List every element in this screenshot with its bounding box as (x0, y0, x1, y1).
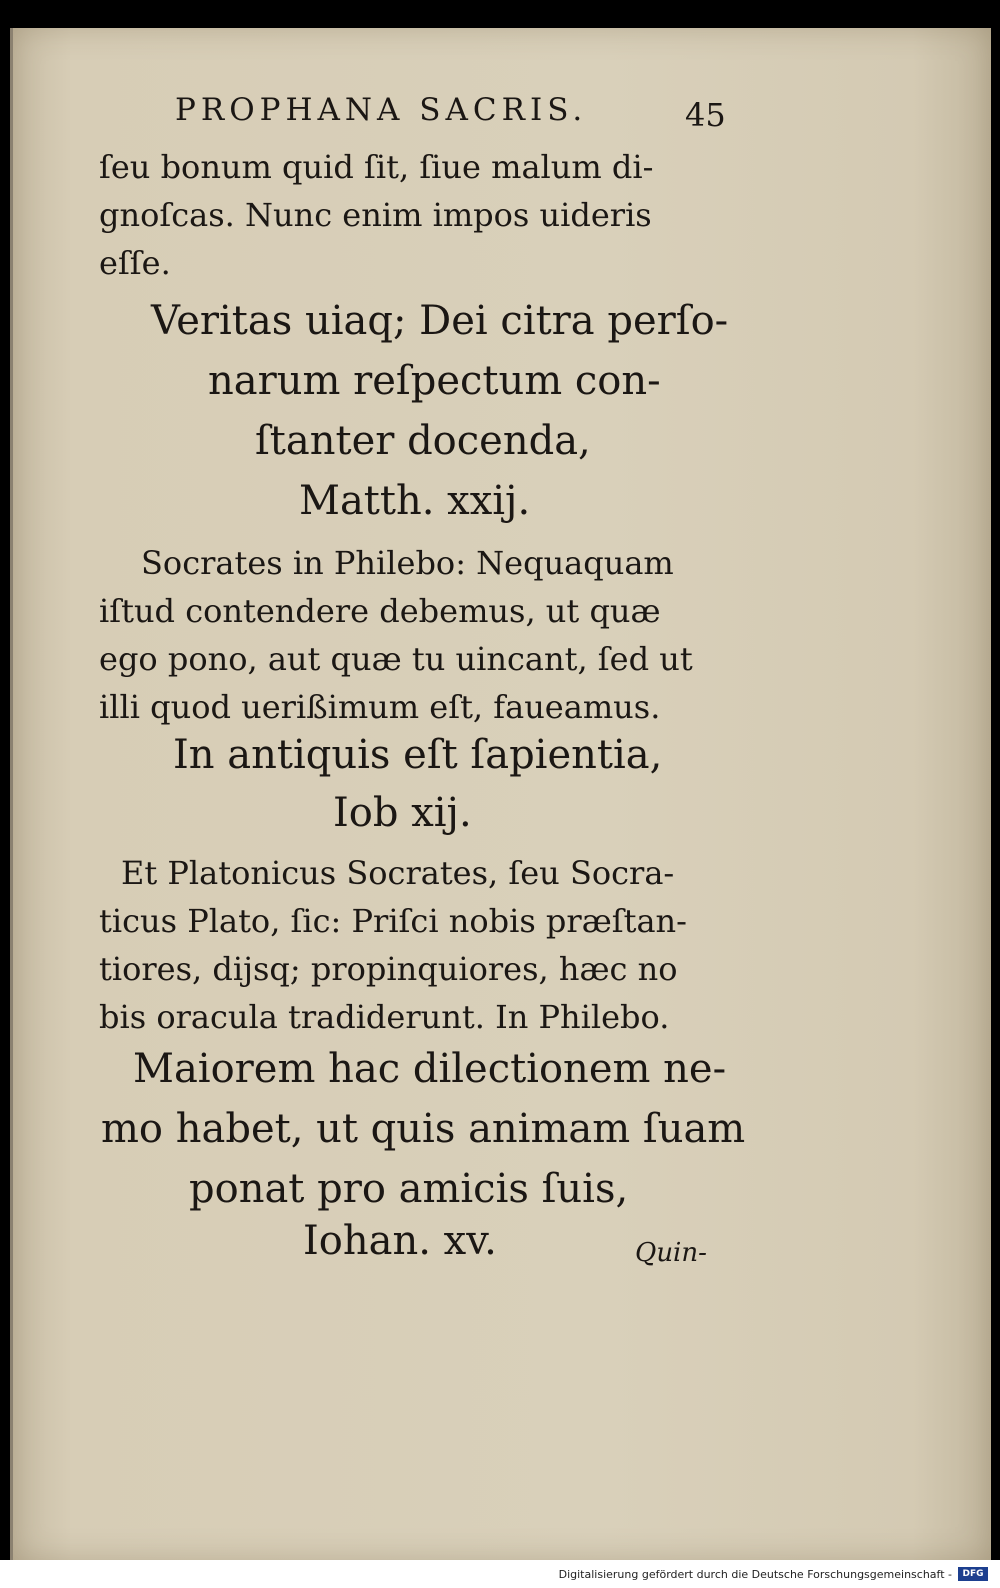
heading-line: narum reſpectum con- (208, 358, 661, 404)
text-line: bis oracula tradiderunt. In Philebo. (99, 998, 670, 1036)
running-header: PROPHANA SACRIS. (175, 92, 588, 128)
heading-line: Maiorem hac dilectionem ne- (133, 1046, 727, 1092)
heading-line: ſtanter docenda, (255, 418, 591, 464)
text-line: tiores, dijsq; propinquiores, hæc no (99, 950, 678, 988)
catchword: Quin- (635, 1238, 707, 1268)
book-page (10, 28, 991, 1560)
text-line: gnoſcas. Nunc enim impos uideris (99, 196, 652, 234)
digitization-footer (0, 1560, 1000, 1588)
text-line: Et Platonicus Socrates, ſeu Socra- (121, 854, 675, 892)
text-line: illi quod uerißimum eſt, faueamus. (99, 688, 661, 726)
text-line: iſtud contendere debemus, ut quæ (99, 592, 661, 630)
page-text (13, 28, 991, 1560)
heading-line: mo habet, ut quis animam ſuam (101, 1106, 746, 1152)
page-number: 45 (685, 96, 726, 134)
citation-line: Matth. xxij. (299, 478, 531, 524)
citation-line: Iohan. xv. (303, 1218, 497, 1264)
text-line: ticus Plato, ſic: Priſci nobis præſtan- (99, 902, 687, 940)
heading-line: In antiquis eſt ſapientia, (173, 732, 663, 778)
footer-credit: Digitalisierung gefördert durch die Deutsche Forschungsgemeinschaft - (558, 1568, 952, 1581)
text-line: eſſe. (99, 244, 171, 282)
dfg-logo: DFG (958, 1567, 988, 1581)
text-line: Socrates in Philebo: Nequaquam (141, 544, 674, 582)
heading-line: Veritas uiaq; Dei citra perſo- (151, 298, 729, 344)
text-line: ſeu bonum quid ſit, ſiue malum di- (99, 148, 654, 186)
citation-line: Iob xij. (333, 790, 472, 836)
text-line: ego pono, aut quæ tu uincant, ſed ut (99, 640, 693, 678)
heading-line: ponat pro amicis ſuis, (189, 1166, 629, 1212)
